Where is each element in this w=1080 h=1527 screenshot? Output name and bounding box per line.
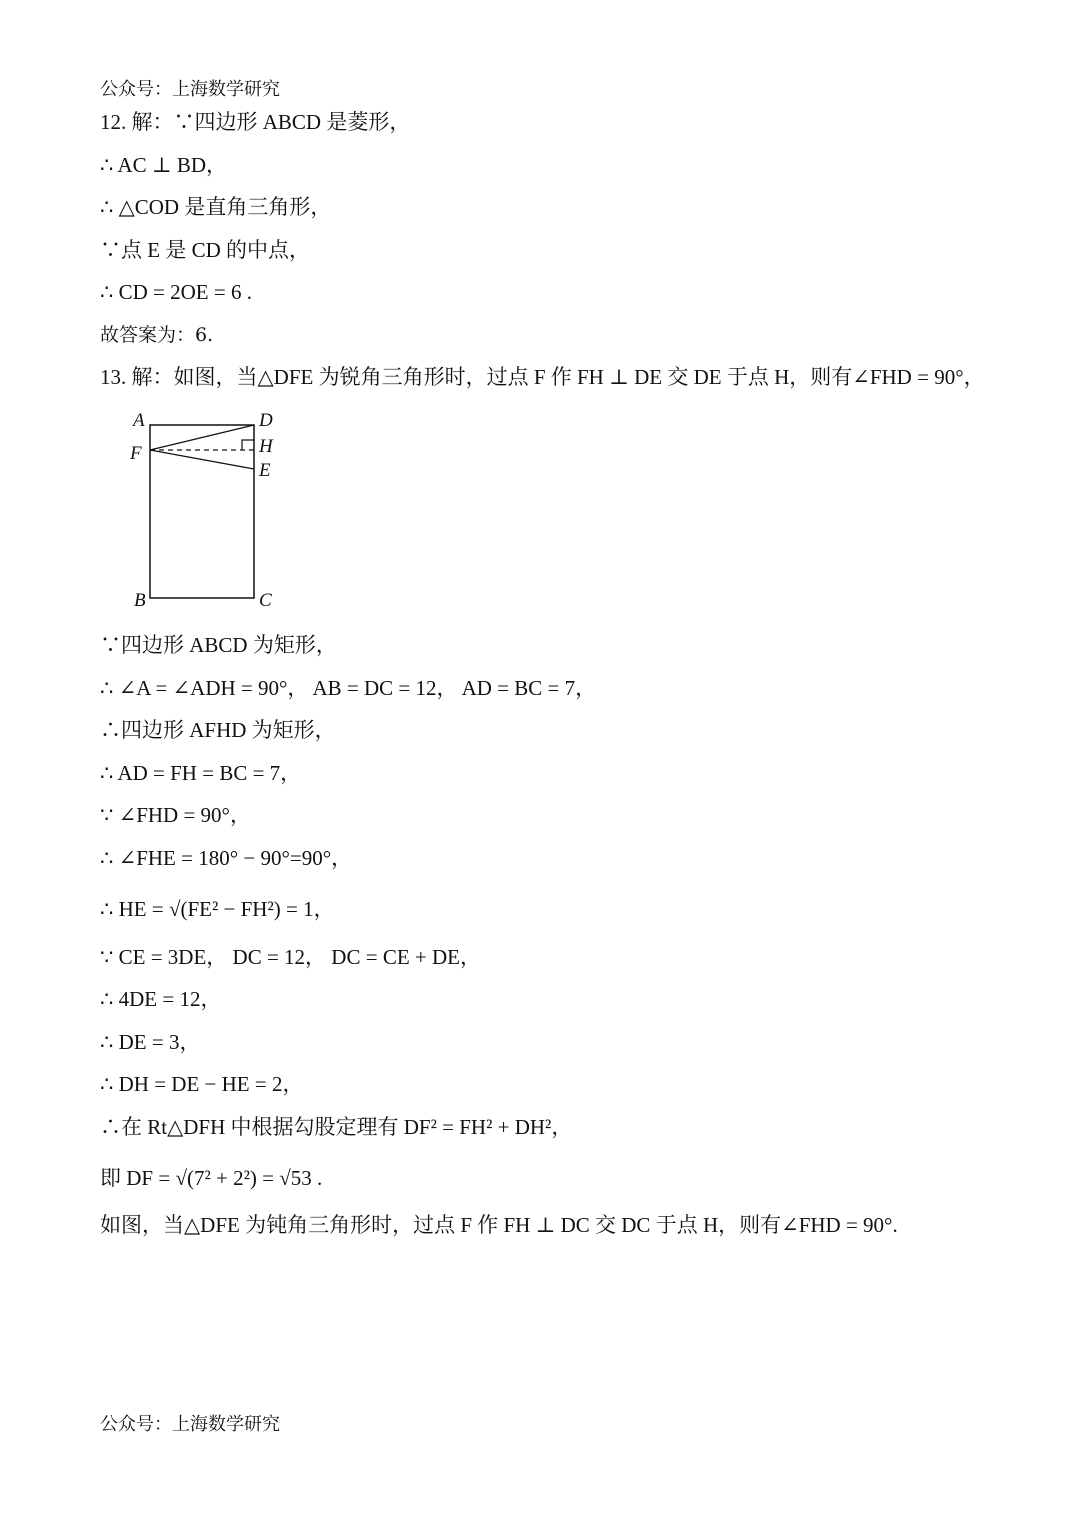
rectangle-figure xyxy=(120,404,300,616)
rectangle-abcd xyxy=(150,425,254,598)
label-b: B xyxy=(134,590,146,611)
solution-13-step-3: ∴四边形 AFHD 为矩形， xyxy=(100,718,336,742)
label-e: E xyxy=(259,460,271,481)
solution-13-step-6: ∴ ∠FHE = 180° − 90°=90°， xyxy=(100,846,353,870)
solution-13-step-7: ∴ HE = √(FE² − FH²) = 1， xyxy=(100,897,335,921)
solution-13-step-4: ∴ AD = FH = BC = 7， xyxy=(100,761,302,785)
page-footer: 公众号：上海数学研究 xyxy=(100,1414,280,1435)
right-angle-mark xyxy=(242,440,254,450)
label-h: H xyxy=(259,436,273,457)
solution-13-step-5: ∵ ∠FHD = 90°， xyxy=(100,803,251,827)
solution-13-step-10: ∴ DE = 3， xyxy=(100,1030,201,1054)
solution-12-step-1: ∴ AC ⊥ BD， xyxy=(100,153,228,177)
label-f: F xyxy=(130,443,142,464)
label-d: D xyxy=(259,410,273,431)
solution-13-step-11: ∴ DH = DE − HE = 2， xyxy=(100,1072,304,1096)
solution-12-step-2: ∴ △COD 是直角三角形， xyxy=(100,195,332,219)
solution-13-step-8: ∵ CE = 3DE， DC = 12， DC = CE + DE， xyxy=(100,945,481,969)
solution-13-step-12: ∴在 Rt△DFH 中根据勾股定理有 DF² = FH² + DH²， xyxy=(100,1115,573,1139)
label-a: A xyxy=(133,410,145,431)
solution-12-answer: 故答案为：6. xyxy=(100,324,214,346)
solution-12-step-4: ∴ CD = 2OE = 6 . xyxy=(100,280,252,304)
label-c: C xyxy=(259,590,272,611)
solution-13-case-2-intro: 如图，当△DFE 为钝角三角形时，过点 F 作 FH ⊥ DC 交 DC 于点 H，则有∠FHD = 90°. xyxy=(100,1213,898,1237)
solution-13-step-1: ∵四边形 ABCD 为矩形， xyxy=(100,633,337,657)
solution-12-step-3: ∵点 E 是 CD 的中点， xyxy=(100,238,310,262)
segment-fe xyxy=(150,450,254,469)
segment-fd xyxy=(150,425,254,450)
page-header: 公众号：上海数学研究 xyxy=(100,79,280,100)
solution-12-intro: 12. 解：∵四边形 ABCD 是菱形， xyxy=(100,110,411,134)
solution-13-step-2: ∴ ∠A = ∠ADH = 90°， AB = DC = 12， AD = BC = 7， xyxy=(100,676,597,700)
solution-13-step-13: 即 DF = √(7² + 2²) = √53 . xyxy=(100,1166,323,1190)
solution-13-intro: 13. 解：如图，当△DFE 为锐角三角形时，过点 F 作 FH ⊥ DE 交 DE 于点 H，则有∠FHD = 90°， xyxy=(100,365,985,389)
solution-13-step-9: ∴ 4DE = 12， xyxy=(100,987,222,1011)
